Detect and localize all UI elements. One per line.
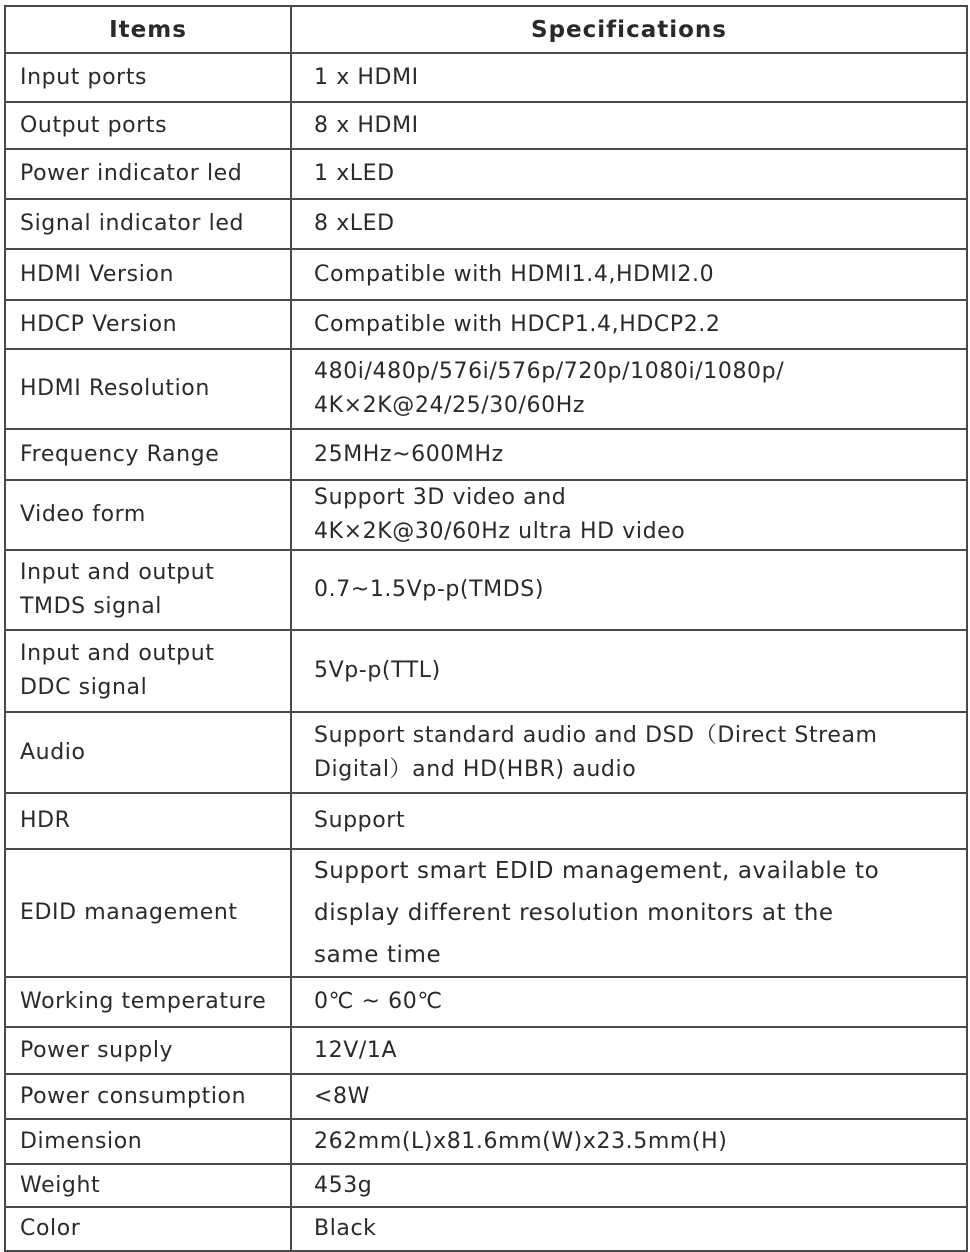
table-row (5, 149, 967, 199)
table-row (5, 630, 967, 712)
spec-line: Support standard audio and DSD（Direct Stream (314, 722, 878, 748)
spec-line: 4K×2K@30/60Hz ultra HD video (314, 519, 686, 544)
spec-cell: 453g (291, 1164, 967, 1207)
specifications-table (4, 5, 968, 1252)
spec-line: Support smart EDID management, available to (314, 858, 880, 884)
spec-line: display different resolution monitors at the (314, 900, 834, 926)
item-line: Input and output (20, 641, 215, 666)
table-row (5, 712, 967, 793)
item-cell (5, 630, 291, 712)
spec-cell: 0.7~1.5Vp-p(TMDS) (291, 550, 967, 630)
table-row (5, 1119, 967, 1164)
item-cell: Audio (5, 712, 291, 793)
item-cell: Power indicator led (5, 149, 291, 199)
spec-line: Digital）and HD(HBR) audio (314, 756, 637, 782)
specifications-column-header: Specifications (291, 6, 967, 53)
table-row (5, 793, 967, 849)
item-line: TMDS signal (20, 594, 162, 619)
table-row (5, 429, 967, 480)
table-row (5, 550, 967, 630)
item-cell: HDR (5, 793, 291, 849)
item-cell: Video form (5, 480, 291, 550)
spec-cell: 1 xLED (291, 149, 967, 199)
item-cell: Power consumption (5, 1074, 291, 1119)
table-row (5, 102, 967, 149)
item-cell: Color (5, 1207, 291, 1251)
items-column-header: Items (5, 6, 291, 53)
table-row (5, 1027, 967, 1074)
item-line: DDC signal (20, 675, 148, 700)
spec-line: 4K×2K@24/25/30/60Hz (314, 393, 585, 418)
spec-cell: 0℃ ~ 60℃ (291, 977, 967, 1027)
table-row (5, 199, 967, 249)
spec-cell: 5Vp-p(TTL) (291, 630, 967, 712)
spec-cell: Support (291, 793, 967, 849)
table-row (5, 53, 967, 102)
table-row (5, 300, 967, 349)
item-cell: Frequency Range (5, 429, 291, 480)
item-cell: HDCP Version (5, 300, 291, 349)
table-body (5, 53, 967, 1251)
item-cell: HDMI Version (5, 249, 291, 300)
spec-line: 480i/480p/576i/576p/720p/1080i/1080p/ (314, 359, 785, 384)
item-cell: Signal indicator led (5, 199, 291, 249)
item-cell: Dimension (5, 1119, 291, 1164)
table-row (5, 249, 967, 300)
spec-cell: 25MHz~600MHz (291, 429, 967, 480)
spec-line: same time (314, 942, 442, 968)
spec-cell: 1 x HDMI (291, 53, 967, 102)
spec-cell: Black (291, 1207, 967, 1251)
item-cell: Working temperature (5, 977, 291, 1027)
spec-cell: 12V/1A (291, 1027, 967, 1074)
table-row (5, 1074, 967, 1119)
spec-cell: 8 x HDMI (291, 102, 967, 149)
item-cell: Input ports (5, 53, 291, 102)
item-cell (5, 550, 291, 630)
item-cell: Power supply (5, 1027, 291, 1074)
item-line: Input and output (20, 560, 215, 585)
spec-cell (291, 480, 967, 550)
spec-cell: <8W (291, 1074, 967, 1119)
table-row (5, 349, 967, 429)
spec-cell (291, 712, 967, 793)
item-cell: HDMI Resolution (5, 349, 291, 429)
table-header (5, 6, 967, 53)
item-cell: Weight (5, 1164, 291, 1207)
item-cell: Output ports (5, 102, 291, 149)
spec-cell (291, 849, 967, 977)
item-cell: EDID management (5, 849, 291, 977)
table-row (5, 480, 967, 550)
table-row (5, 1164, 967, 1207)
header-row (5, 6, 967, 53)
spec-cell: 8 xLED (291, 199, 967, 249)
spec-cell (291, 349, 967, 429)
table-row (5, 1207, 967, 1251)
spec-line: Support 3D video and (314, 485, 567, 510)
table-row (5, 977, 967, 1027)
spec-cell: 262mm(L)x81.6mm(W)x23.5mm(H) (291, 1119, 967, 1164)
spec-cell: Compatible with HDMI1.4,HDMI2.0 (291, 249, 967, 300)
table-row (5, 849, 967, 977)
spec-cell: Compatible with HDCP1.4,HDCP2.2 (291, 300, 967, 349)
